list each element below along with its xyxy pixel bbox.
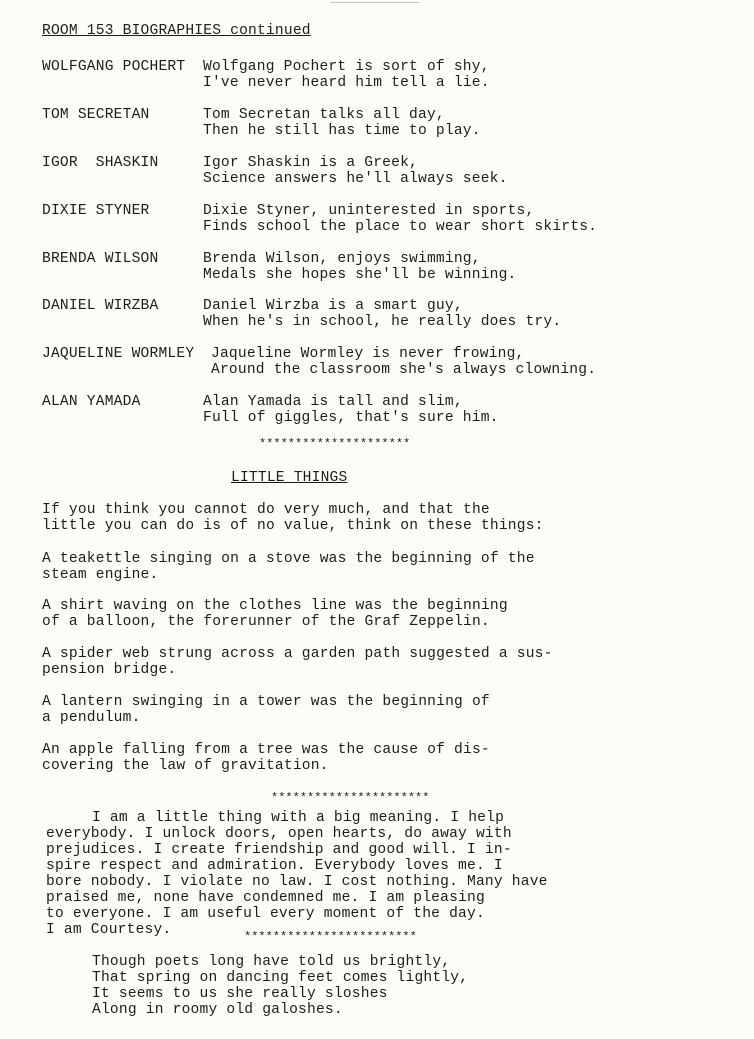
asterisk-divider: ********************* bbox=[259, 437, 411, 451]
student-name: ALAN YAMADA bbox=[42, 394, 141, 410]
student-name: BRENDA WILSON bbox=[42, 251, 159, 267]
text-line: A lantern swinging in a tower was the beginning of bbox=[42, 694, 490, 710]
text-line: little you can do is of no value, think on these things: bbox=[42, 518, 544, 534]
page-title: ROOM 153 BIOGRAPHIES continued bbox=[42, 23, 311, 39]
student-name: IGOR SHASKIN bbox=[42, 155, 159, 171]
student-name: DANIEL WIRZBA bbox=[42, 298, 159, 314]
text-line: A teakettle singing on a stove was the beginning of the bbox=[42, 551, 535, 567]
verse-line: Finds school the place to wear short skirts. bbox=[203, 219, 598, 235]
text-line: If you think you cannot do very much, and that the bbox=[42, 502, 490, 518]
student-name: TOM SECRETAN bbox=[42, 107, 150, 123]
verse-line: Then he still has time to play. bbox=[203, 123, 481, 139]
poem-line: Though poets long have told us brightly, bbox=[92, 954, 451, 970]
asterisk-divider: ************************ bbox=[244, 930, 417, 944]
text-line: a pendulum. bbox=[42, 710, 141, 726]
text-line: to everyone. I am useful every moment of the day. bbox=[46, 906, 485, 922]
text-line: spire respect and admiration. Everybody loves me. I bbox=[46, 858, 503, 874]
student-name: JAQUELINE WORMLEY bbox=[42, 346, 195, 362]
verse-line: Around the classroom she's always clowning. bbox=[211, 362, 597, 378]
text-line: everybody. I unlock doors, open hearts, do away with bbox=[46, 826, 512, 842]
text-line: bore nobody. I violate no law. I cost nothing. Many have bbox=[46, 874, 548, 890]
section-title: LITTLE THINGS bbox=[231, 470, 348, 486]
verse-line: Brenda Wilson, enjoys swimming, bbox=[203, 251, 481, 267]
verse-line: Science answers he'll always seek. bbox=[203, 171, 508, 187]
verse-line: Igor Shaskin is a Greek, bbox=[203, 155, 418, 171]
text-line: I am a little thing with a big meaning. I help bbox=[92, 810, 505, 826]
text-line: prejudices. I create friendship and good will. I in- bbox=[46, 842, 512, 858]
verse-line: Full of giggles, that's sure him. bbox=[203, 410, 499, 426]
poem-line: That spring on dancing feet comes lightly, bbox=[92, 970, 469, 986]
student-name: WOLFGANG POCHERT bbox=[42, 59, 186, 75]
verse-line: Jaqueline Wormley is never frowing, bbox=[211, 346, 525, 362]
text-line: covering the law of gravitation. bbox=[42, 758, 329, 774]
text-line: I am Courtesy. bbox=[46, 922, 172, 938]
scan-mark bbox=[330, 2, 420, 3]
text-line: of a balloon, the forerunner of the Graf Zeppelin. bbox=[42, 614, 490, 630]
verse-line: Medals she hopes she'll be winning. bbox=[203, 267, 517, 283]
verse-line: Daniel Wirzba is a smart guy, bbox=[203, 298, 463, 314]
text-line: steam engine. bbox=[42, 567, 159, 583]
text-line: pension bridge. bbox=[42, 662, 177, 678]
text-line: A spider web strung across a garden path suggested a sus- bbox=[42, 646, 553, 662]
verse-line: Dixie Styner, uninterested in sports, bbox=[203, 203, 535, 219]
text-line: A shirt waving on the clothes line was the beginning bbox=[42, 598, 508, 614]
poem-line: It seems to us she really sloshes bbox=[92, 986, 388, 1002]
text-line: praised me, none have condemned me. I am pleasing bbox=[46, 890, 485, 906]
text-line: An apple falling from a tree was the cause of dis- bbox=[42, 742, 490, 758]
verse-line: Alan Yamada is tall and slim, bbox=[203, 394, 463, 410]
verse-line: Wolfgang Pochert is sort of shy, bbox=[203, 59, 490, 75]
verse-line: Tom Secretan talks all day, bbox=[203, 107, 445, 123]
verse-line: When he's in school, he really does try. bbox=[203, 314, 562, 330]
poem-line: Along in roomy old galoshes. bbox=[92, 1002, 343, 1018]
student-name: DIXIE STYNER bbox=[42, 203, 150, 219]
verse-line: I've never heard him tell a lie. bbox=[203, 75, 490, 91]
asterisk-divider: ********************** bbox=[271, 791, 430, 805]
